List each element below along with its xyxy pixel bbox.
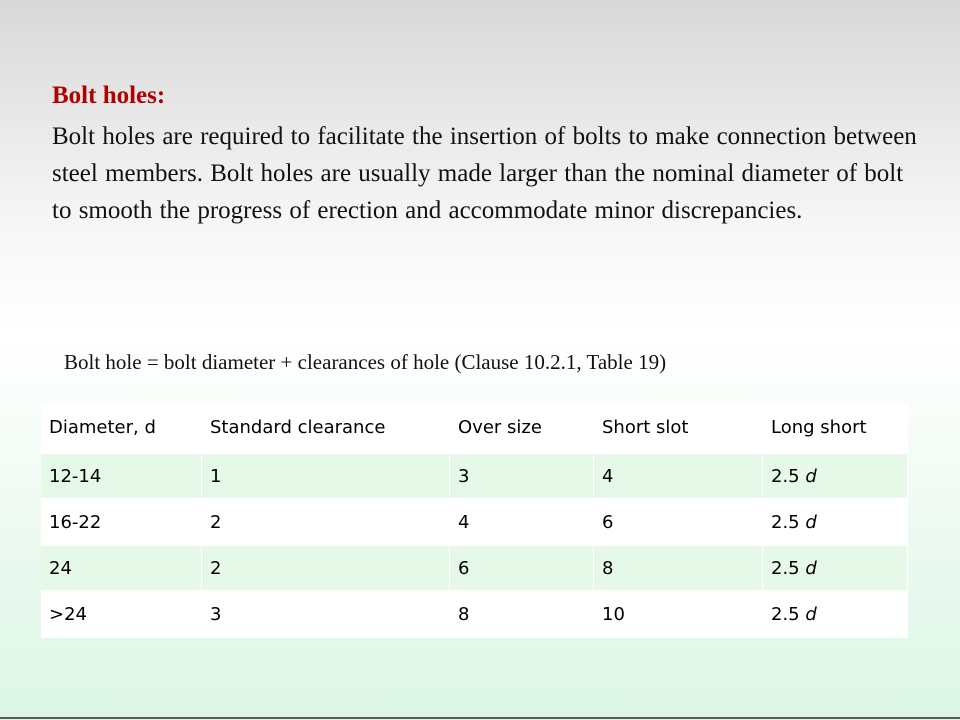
cell-long-slot <box>763 500 908 546</box>
cell-diameter: 24 <box>41 546 202 592</box>
cell-oversize: 3 <box>450 454 594 500</box>
cell-diameter: 16-22 <box>41 500 202 546</box>
cell-standard: 1 <box>202 454 450 500</box>
table-row <box>41 454 908 500</box>
long-unit: d <box>805 465 817 487</box>
cell-standard: 3 <box>202 592 450 638</box>
cell-short-slot: 8 <box>594 546 763 592</box>
long-unit: d <box>805 511 817 533</box>
cell-long-slot <box>763 592 908 638</box>
section-heading: Bolt holes: <box>52 82 166 109</box>
cell-short-slot: 4 <box>594 454 763 500</box>
long-value: 2.5 <box>771 603 800 625</box>
cell-short-slot: 6 <box>594 500 763 546</box>
cell-diameter: 12-14 <box>41 454 202 500</box>
header-long-short: Long short <box>763 404 908 454</box>
header-diameter: Diameter, d <box>41 404 202 454</box>
long-value: 2.5 <box>771 465 800 487</box>
long-value: 2.5 <box>771 557 800 579</box>
header-standard-clearance: Standard clearance <box>202 404 450 454</box>
cell-oversize: 6 <box>450 546 594 592</box>
description-paragraph: Bolt holes are required to facilitate the insertion of bolts to make connection between steel members. Bolt holes are usually made larger than the nominal diameter of bolt to smooth the progress of erection and accommodate minor discrepancies. <box>52 123 917 224</box>
cell-standard: 2 <box>202 500 450 546</box>
cell-short-slot: 10 <box>594 592 763 638</box>
table-header-row <box>41 404 908 454</box>
cell-long-slot <box>763 546 908 592</box>
bottom-divider <box>0 717 960 719</box>
cell-long-slot <box>763 454 908 500</box>
cell-standard: 2 <box>202 546 450 592</box>
header-short-slot: Short slot <box>594 404 763 454</box>
long-value: 2.5 <box>771 511 800 533</box>
cell-oversize: 4 <box>450 500 594 546</box>
cell-diameter: >24 <box>41 592 202 638</box>
long-unit: d <box>805 603 817 625</box>
table-row <box>41 592 908 638</box>
table-row <box>41 546 908 592</box>
header-over-size: Over size <box>450 404 594 454</box>
table-row <box>41 500 908 546</box>
long-unit: d <box>805 557 817 579</box>
cell-oversize: 8 <box>450 592 594 638</box>
clearance-table <box>41 404 908 638</box>
formula-caption: Bolt hole = bolt diameter + clearances of hole (Clause 10.2.1, Table 19) <box>64 350 667 374</box>
